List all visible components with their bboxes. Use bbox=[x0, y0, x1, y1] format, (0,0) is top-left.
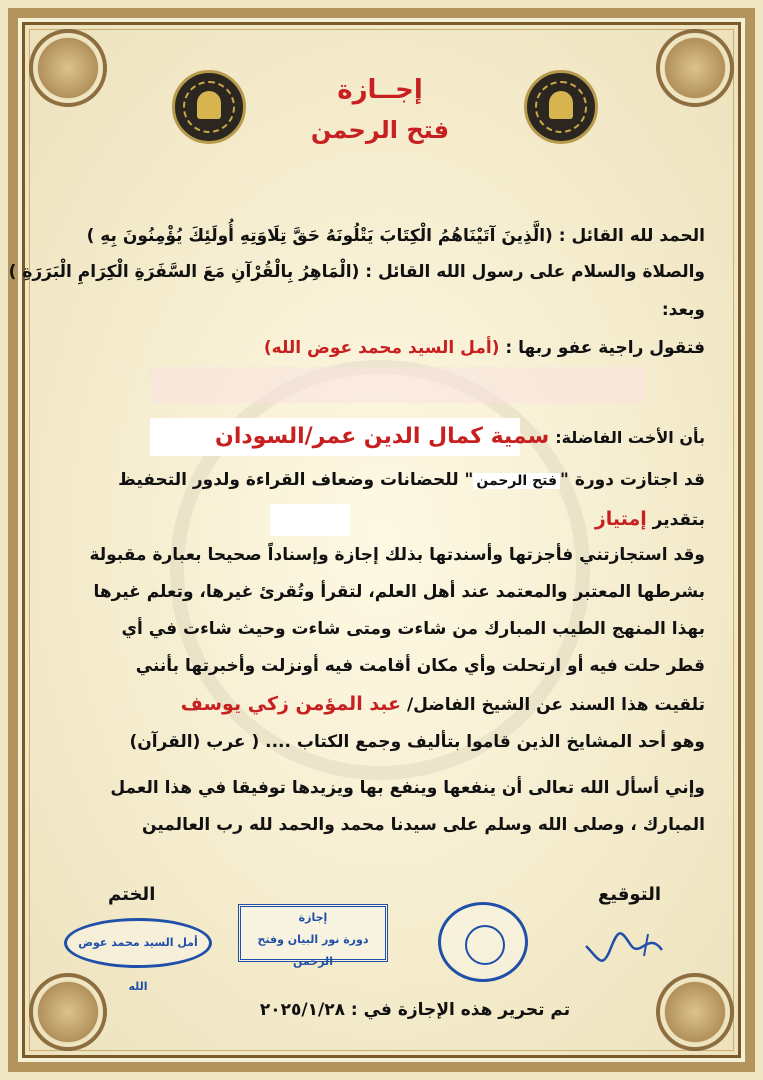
author-prefix: فتقول راجية عفو ربها : bbox=[505, 338, 705, 358]
author-name: (أمل السيد محمد عوض الله) bbox=[263, 338, 500, 358]
body-line: والصلاة والسلام على رسول الله القائل : (الْمَاهِرُ بِالْقُرْآنِ مَعَ السَّفَرَةِ الْكِرَامِ الْبَرَرَةِ ) bbox=[8, 262, 705, 282]
body-line: قطر حلت فيه أو ارتحلت وأي مكان أقامت فيه أونزلت وأخبرتها بأنني bbox=[135, 656, 705, 676]
handwritten-signature bbox=[578, 920, 668, 966]
corner-ornament-icon bbox=[29, 29, 107, 107]
corner-ornament-icon bbox=[656, 29, 734, 107]
corner-ornament-icon bbox=[656, 973, 734, 1051]
rectangular-course-stamp bbox=[238, 904, 388, 968]
author-line bbox=[60, 338, 705, 358]
grade-line bbox=[60, 508, 705, 530]
recipient-line bbox=[60, 424, 705, 449]
corner-ornament-icon bbox=[29, 973, 107, 1051]
circular-school-stamp bbox=[438, 902, 528, 982]
signature-label: التوقيع bbox=[598, 884, 661, 905]
body-line: بهذا المنهج الطيب المبارك من شاءت ومتى شاءت وحيث شاءت في أي bbox=[121, 619, 705, 639]
certificate-title bbox=[300, 70, 460, 162]
body-line: وبعد: bbox=[661, 300, 705, 320]
body-line: الحمد لله القائل : (الَّذِينَ آتَيْنَاهُمُ الْكِتَابَ يَتْلُونَهُ حَقَّ تِلَاوَتِهِ أُولَئِكَ يُؤْمِنُونَ بِهِ ) bbox=[86, 226, 705, 246]
date-value: ٢٠٢٥/١/٢٨ bbox=[259, 1000, 345, 1020]
body-line: وقد استجازتني فأجزتها وأسندتها بذلك إجازة وإسناداً صحيحا بعبارة مقبولة bbox=[89, 545, 705, 565]
course-text-a: قد اجتازت دورة " bbox=[560, 470, 705, 490]
course-text-b: " للحضانات وضعاف القراءة ولدور التحفيظ bbox=[118, 470, 474, 490]
stamp-rect-line-2: دورة نور البيان وفتح الرحمن bbox=[257, 933, 369, 968]
course-line bbox=[60, 470, 705, 490]
grade-value: إمتياز bbox=[594, 508, 647, 530]
sheikh-line bbox=[60, 693, 705, 715]
title-line-1: إجــازة bbox=[337, 75, 423, 105]
body-line: وإني أسأل الله تعالى أن ينفعها وينفع بها ويزيدها توفيقا في هذا العمل bbox=[110, 778, 705, 798]
decorative-band bbox=[150, 367, 645, 403]
recipient-name: سمية كمال الدين عمر/السودان bbox=[215, 424, 550, 449]
quran-school-logo-icon bbox=[172, 70, 246, 144]
body-line: المبارك ، وصلى الله وسلم على سيدنا محمد والحمد لله رب العالمين bbox=[142, 815, 705, 835]
course-name: فتح الرحمن bbox=[473, 473, 560, 489]
recipient-prefix: بأن الأخت الفاضلة: bbox=[555, 428, 705, 447]
sheikh-prefix: تلقيت هذا السند عن الشيخ الفاضل/ bbox=[406, 695, 705, 715]
title-line-2: فتح الرحمن bbox=[310, 116, 450, 144]
issue-date-line bbox=[250, 1000, 580, 1020]
stamp-rect-line-1: إجازة bbox=[298, 911, 328, 924]
seal-label: الختم bbox=[108, 884, 156, 905]
oval-name-stamp: أمل السيد محمد عوض الله bbox=[64, 918, 212, 968]
grade-prefix: بتقدير bbox=[652, 510, 705, 530]
body-line: وهو أحد المشايخ الذين قاموا بتأليف وجمع الكتاب .... ( عرب (القرآن) bbox=[129, 732, 705, 752]
date-label: تم تحرير هذه الإجازة في : bbox=[350, 1000, 571, 1020]
body-line: بشرطها المعتبر والمعتمد عند أهل العلم، لتقرأ وتُقرئ غيرها، وتعلم غيرها bbox=[93, 582, 705, 602]
sheikh-name: عبد المؤمن زكي يوسف bbox=[180, 693, 402, 715]
quran-school-logo-icon bbox=[524, 70, 598, 144]
